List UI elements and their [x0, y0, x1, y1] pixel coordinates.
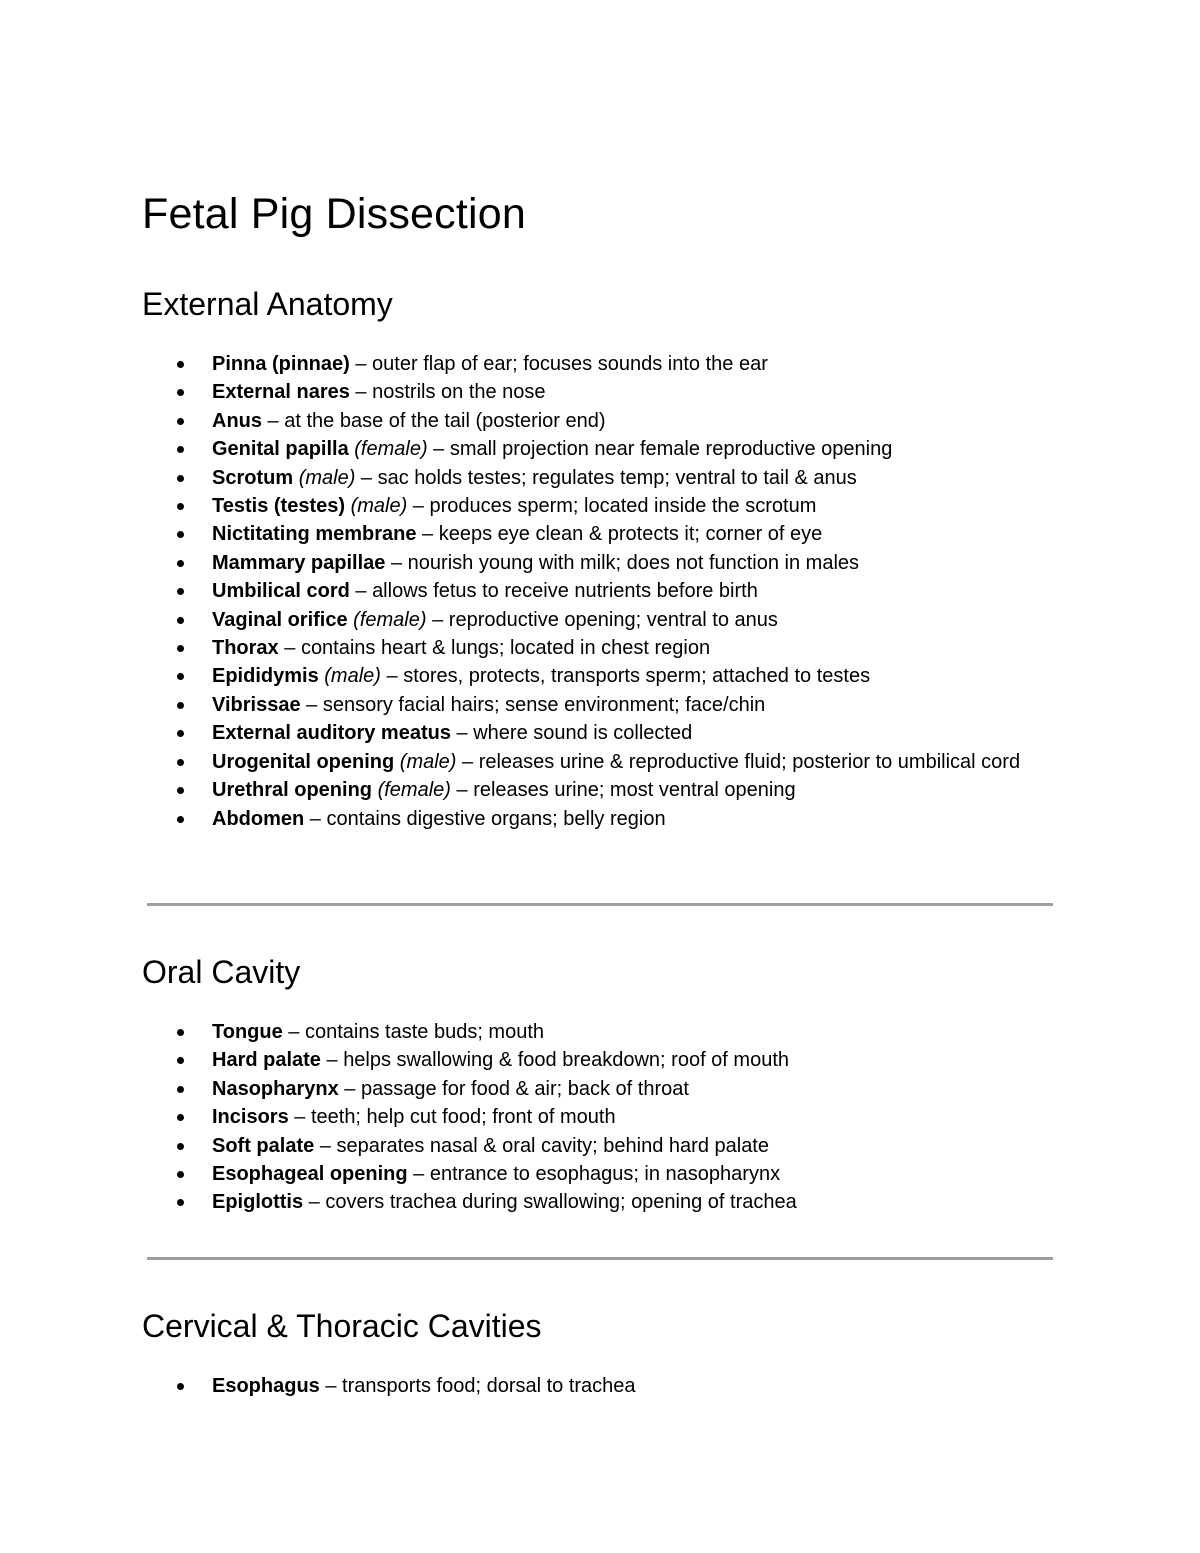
term-description: small projection near female reproductive opening: [449, 438, 893, 461]
term-name: Mammary papillae: [212, 551, 386, 574]
term-description: helps swallowing & food breakdown; roof of mouth: [343, 1049, 789, 1072]
term-dash: –: [349, 580, 373, 603]
term-description: passage for food & air; back of throat: [360, 1077, 689, 1100]
term-name: Anus: [212, 409, 262, 432]
term-name: Incisors: [212, 1106, 289, 1129]
list-item: [212, 1188, 1052, 1216]
term-dash: –: [380, 665, 404, 688]
term-list-cervical-thoracic: [212, 1372, 1052, 1400]
section-heading-cervical-thoracic: Cervical & Thoracic Cavities: [142, 1308, 542, 1344]
term-name: Nasopharynx: [212, 1077, 339, 1100]
term-dash: –: [450, 779, 474, 802]
term-dash: –: [349, 381, 373, 404]
term-description: separates nasal & oral cavity; behind hard palate: [336, 1134, 769, 1157]
section-heading-oral-cavity: Oral Cavity: [142, 954, 301, 990]
term-name: Esophagus: [212, 1375, 320, 1397]
list-item: [212, 577, 1052, 605]
term-dash: –: [426, 608, 449, 631]
list-item: [212, 1103, 1052, 1131]
term-name: Scrotum: [212, 466, 294, 489]
term-description: stores, protects, transports sperm; attached to testes: [403, 665, 871, 688]
list-item: [212, 776, 1052, 804]
term-name: Umbilical cord: [212, 580, 350, 603]
list-item: [212, 378, 1052, 406]
term-dash: –: [300, 693, 323, 716]
term-sex-note: (female): [377, 779, 451, 802]
term-sex-note: (female): [353, 608, 427, 631]
term-dash: –: [288, 1106, 311, 1129]
term-name: Genital papilla: [212, 438, 349, 461]
term-description: nostrils on the nose: [372, 381, 546, 404]
list-item: [212, 1132, 1052, 1160]
term-dash: –: [278, 637, 301, 660]
term-dash: –: [416, 523, 439, 546]
section-divider: [147, 903, 1053, 906]
term-description: nourish young with milk; does not function in males: [407, 551, 860, 574]
term-list-external-anatomy: [212, 350, 1052, 833]
term-dash: –: [450, 722, 474, 745]
term-dash: –: [355, 466, 378, 489]
term-dash: –: [319, 1375, 343, 1397]
term-description: at the base of the tail (posterior end): [284, 409, 606, 432]
term-name: Urogenital opening: [212, 750, 395, 773]
term-dash: –: [320, 1049, 344, 1072]
term-dash: –: [407, 1163, 430, 1186]
term-dash: –: [349, 353, 373, 375]
term-dash: –: [385, 551, 408, 574]
list-item: [212, 691, 1052, 719]
term-sex-note: (male): [324, 665, 381, 688]
term-description: releases urine; most ventral opening: [473, 779, 796, 802]
term-dash: –: [338, 1077, 361, 1100]
list-item: [212, 350, 1052, 378]
term-name: Hard palate: [212, 1049, 321, 1072]
term-dash: –: [303, 1191, 326, 1214]
term-description: contains heart & lungs; located in chest region: [300, 637, 711, 660]
list-item: [212, 407, 1052, 435]
term-name: Tongue: [212, 1021, 283, 1043]
term-dash: –: [407, 495, 430, 518]
list-item: [212, 1018, 1052, 1046]
list-item: [212, 1372, 1052, 1400]
term-description: contains taste buds; mouth: [304, 1021, 545, 1043]
term-name: Soft palate: [212, 1134, 315, 1157]
term-description: where sound is collected: [473, 722, 693, 745]
term-name: External auditory meatus: [212, 722, 451, 745]
term-description: outer flap of ear; focuses sounds into the ear: [372, 353, 768, 375]
term-dash: –: [282, 1021, 305, 1043]
term-name: Urethral opening: [212, 779, 373, 802]
term-dash: –: [427, 438, 450, 461]
term-dash: –: [262, 409, 285, 432]
term-name: Epididymis: [212, 665, 319, 688]
term-name: Esophageal opening: [212, 1163, 408, 1186]
term-name: Pinna (pinnae): [212, 353, 350, 375]
term-sex-note: (male): [399, 750, 457, 773]
list-item: [212, 606, 1052, 634]
term-sex-note: (male): [298, 466, 356, 489]
term-name: External nares: [212, 381, 350, 404]
term-name: Thorax: [212, 637, 279, 660]
term-description: allows fetus to receive nutrients before birth: [372, 580, 758, 603]
term-name: Abdomen: [212, 807, 305, 830]
list-item: [212, 520, 1052, 548]
term-dash: –: [314, 1134, 337, 1157]
term-name: Vibrissae: [212, 693, 301, 716]
document-title: Fetal Pig Dissection: [142, 190, 526, 238]
term-dash: –: [304, 807, 327, 830]
list-item: [212, 1160, 1052, 1188]
term-description: entrance to esophagus; in nasopharynx: [429, 1163, 781, 1186]
list-item: [212, 634, 1052, 662]
term-description: keeps eye clean & protects it; corner of eye: [438, 523, 823, 546]
list-item: [212, 549, 1052, 577]
list-item: [212, 435, 1052, 463]
list-item: [212, 1075, 1052, 1103]
term-description: covers trachea during swallowing; opening of trachea: [325, 1191, 797, 1214]
list-item: [212, 805, 1052, 833]
list-item: [212, 719, 1052, 747]
list-item: [212, 464, 1052, 492]
list-item: [212, 492, 1052, 520]
term-name: Vaginal orifice: [212, 608, 348, 631]
term-description: reproductive opening; ventral to anus: [448, 608, 778, 631]
list-item: [212, 662, 1052, 690]
term-description: contains digestive organs; belly region: [326, 807, 666, 830]
term-name: Nictitating membrane: [212, 523, 417, 546]
term-sex-note: (male): [350, 495, 408, 518]
term-name: Epiglottis: [212, 1191, 304, 1214]
term-dash: –: [456, 750, 479, 773]
term-description: produces sperm; located inside the scrotum: [429, 495, 817, 518]
list-item: [212, 1046, 1052, 1074]
term-description: teeth; help cut food; front of mouth: [310, 1106, 616, 1129]
term-name: Testis (testes): [212, 495, 346, 518]
term-sex-note: (female): [354, 438, 428, 461]
term-description: releases urine & reproductive fluid; posterior to umbilical cord: [478, 750, 1021, 773]
section-heading-external-anatomy: External Anatomy: [142, 286, 393, 322]
term-description: sensory facial hairs; sense environment; face/chin: [322, 693, 766, 716]
list-item: [212, 748, 1052, 776]
term-description: transports food; dorsal to trachea: [342, 1375, 636, 1397]
term-description: sac holds testes; regulates temp; ventral to tail & anus: [377, 466, 857, 489]
section-divider: [147, 1257, 1053, 1260]
term-list-oral-cavity: [212, 1018, 1052, 1217]
